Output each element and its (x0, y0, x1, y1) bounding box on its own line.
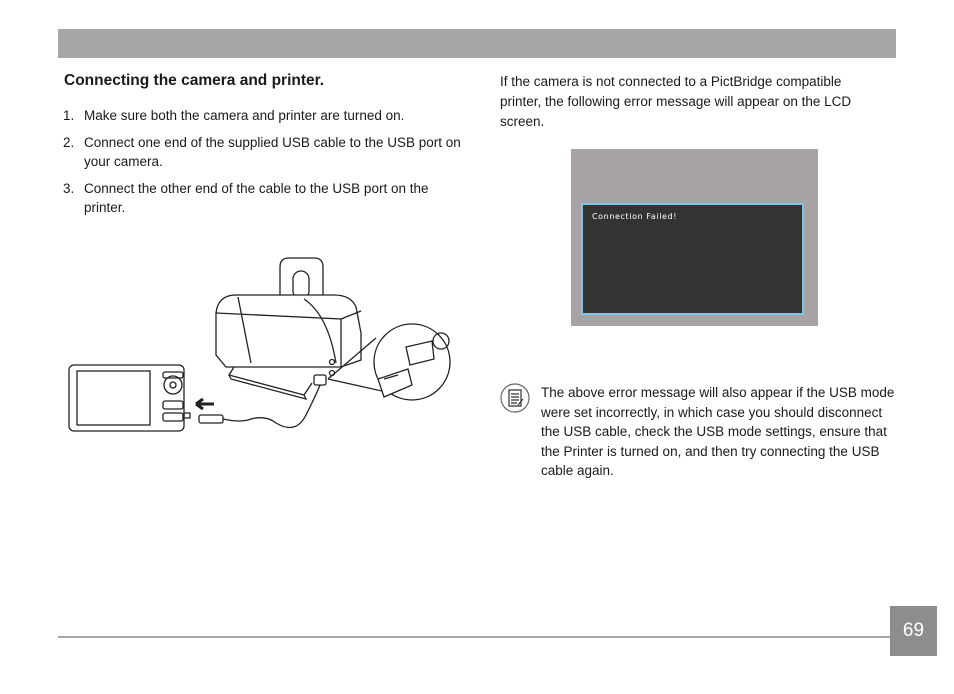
camera-icon (69, 365, 184, 431)
step-item (62, 106, 462, 126)
note-icon (500, 383, 530, 413)
step-text: Connect the other end of the cable to the USB port on the printer. (84, 180, 429, 215)
header-bar (58, 29, 896, 58)
step-number: 2. (63, 134, 75, 150)
step-text: Make sure both the camera and printer are turned on. (84, 108, 405, 123)
step-item (62, 179, 462, 218)
section-title: Connecting the camera and printer. (64, 72, 325, 89)
page-number: 69 (890, 606, 937, 656)
arrow-left-icon (196, 399, 214, 409)
footer-line (58, 636, 890, 638)
printer-icon (216, 258, 361, 399)
camera-printer-connection-illustration (66, 255, 456, 440)
step-number: 3. (63, 180, 75, 196)
step-item (62, 133, 462, 172)
usb-cable-icon (184, 375, 326, 428)
lcd-screen (581, 203, 804, 315)
error-message: Connection Failed! (592, 212, 678, 221)
steps-list (62, 106, 462, 225)
lcd-preview (571, 149, 818, 326)
intro-paragraph: If the camera is not connected to a PictBridge compatible printer, the following error message will appear on the LCD screen. (500, 74, 852, 129)
note-text: The above error message will also appear if the USB mode were set incorrectly, in which case you should disconnect the USB cable, check the USB mode settings, ensure that the Printer is turned on, and then try connecting the USB cable again. (541, 385, 895, 478)
step-number: 1. (63, 108, 75, 123)
step-text: Connect one end of the supplied USB cable to the USB port on your camera. (84, 134, 461, 169)
